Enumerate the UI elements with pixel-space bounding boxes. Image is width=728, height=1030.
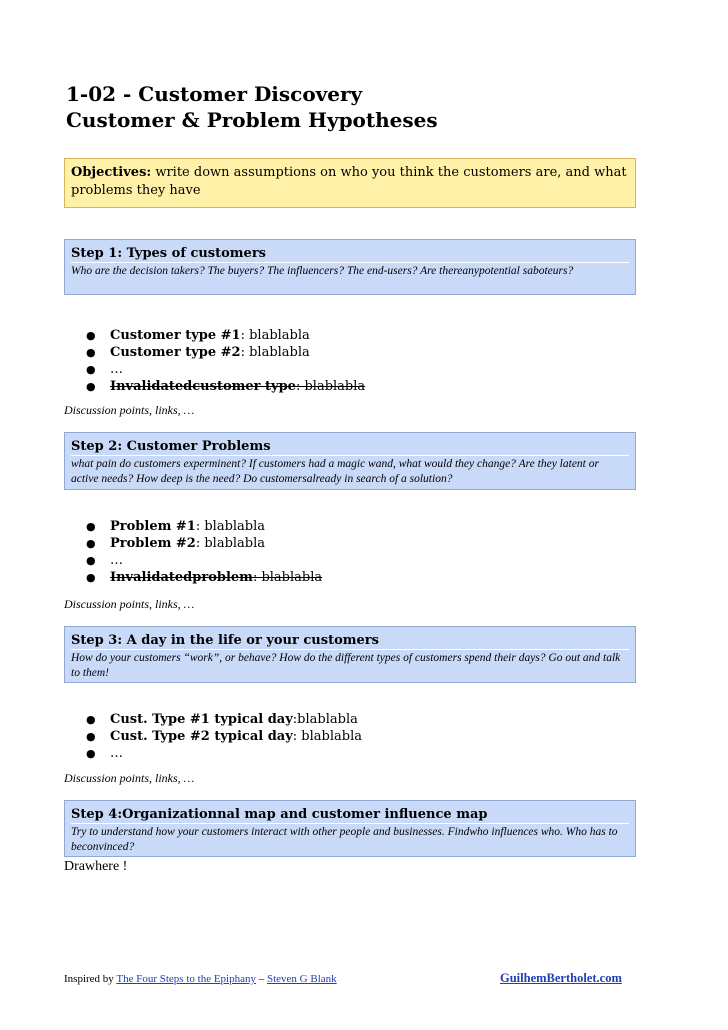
book-link[interactable]: The Four Steps to the Epiphany: [116, 973, 256, 985]
bullet-icon: ●: [86, 346, 96, 359]
bullet-icon: ●: [86, 713, 96, 726]
list-item: ● Cust. Type #1 typical day:blablabla: [86, 712, 358, 727]
list-item: ● …: [86, 362, 123, 377]
step1-box: [64, 239, 636, 295]
title-line-1: 1-02 - Customer Discovery: [66, 82, 363, 106]
step2-description: what pain do customers experminent? If customers had a magic wand, what would they change? Are they latent or active needs? How deep is the need? Do customersalready in search of a solution?: [71, 455, 629, 487]
bullet-icon: ●: [86, 747, 96, 760]
title-line-2: Customer & Problem Hypotheses: [66, 108, 438, 132]
author-link[interactable]: Steven G Blank: [266, 973, 337, 985]
list-item: ● …: [86, 746, 123, 761]
list-item: ● Problem #2: blablabla: [86, 536, 266, 551]
objectives-label: Objectives:: [71, 165, 152, 180]
site-link[interactable]: GuilhemBertholet.com: [500, 971, 622, 985]
bullet-icon: ●: [86, 520, 96, 533]
bullet-icon: ●: [86, 363, 96, 376]
step4-title: Step 4:Organizationnal map and customer influence map: [71, 807, 488, 822]
list-item: ● Invalidatedproblem: blablabla: [86, 570, 323, 585]
list-item: ● Cust. Type #2 typical day: blablabla: [86, 729, 362, 744]
step2-discussion: Discussion points, links, …: [64, 597, 195, 611]
bullet-icon: ●: [86, 537, 96, 550]
bullet-icon: ●: [86, 571, 96, 584]
step1-discussion: Discussion points, links, …: [64, 403, 195, 417]
bullet-icon: ●: [86, 329, 96, 342]
step3-box: [64, 626, 636, 683]
objectives-text: write down assumptions on who you think the customers are, and what problems they have: [71, 165, 627, 198]
list-item: ● Customer type #2: blablabla: [86, 345, 310, 360]
footer-credit: Inspired by The Four Steps to the Epiphany – Steven G Blank: [64, 973, 337, 985]
list-item: ● Customer type #1: blablabla: [86, 328, 310, 343]
bullet-icon: ●: [86, 730, 96, 743]
step1-description: Who are the decision takers? The buyers? The influencers? The end-users? Are thereanypotential saboteurs?: [71, 262, 629, 279]
step2-list: [86, 518, 322, 586]
step3-discussion: Discussion points, links, …: [64, 771, 195, 785]
step2-title: Step 2: Customer Problems: [71, 439, 271, 454]
step1-title: Step 1: Types of customers: [71, 246, 266, 261]
bullet-icon: ●: [86, 380, 96, 393]
step4-box: [64, 800, 636, 857]
list-item: ● Invalidatedcustomer type: blablabla: [86, 379, 366, 394]
step2-box: [64, 432, 636, 490]
bullet-icon: ●: [86, 554, 96, 567]
list-item: ● Problem #1: blablabla: [86, 519, 266, 534]
objectives-box: [64, 158, 636, 208]
list-item: ● …: [86, 553, 123, 568]
step3-list: [86, 711, 362, 762]
drawhere-text: Drawhere !: [64, 859, 128, 874]
step3-description: How do your customers “work”, or behave? How do the different types of customers spend their days? Go out and talk to them!: [71, 649, 629, 681]
step1-list: [86, 327, 365, 395]
step4-description: Try to understand how your customers interact with other people and businesses. Findwho influences who. Who has to beconvinced?: [71, 823, 629, 855]
step3-title: Step 3: A day in the life or your customers: [71, 633, 379, 648]
page-title: [66, 81, 438, 133]
